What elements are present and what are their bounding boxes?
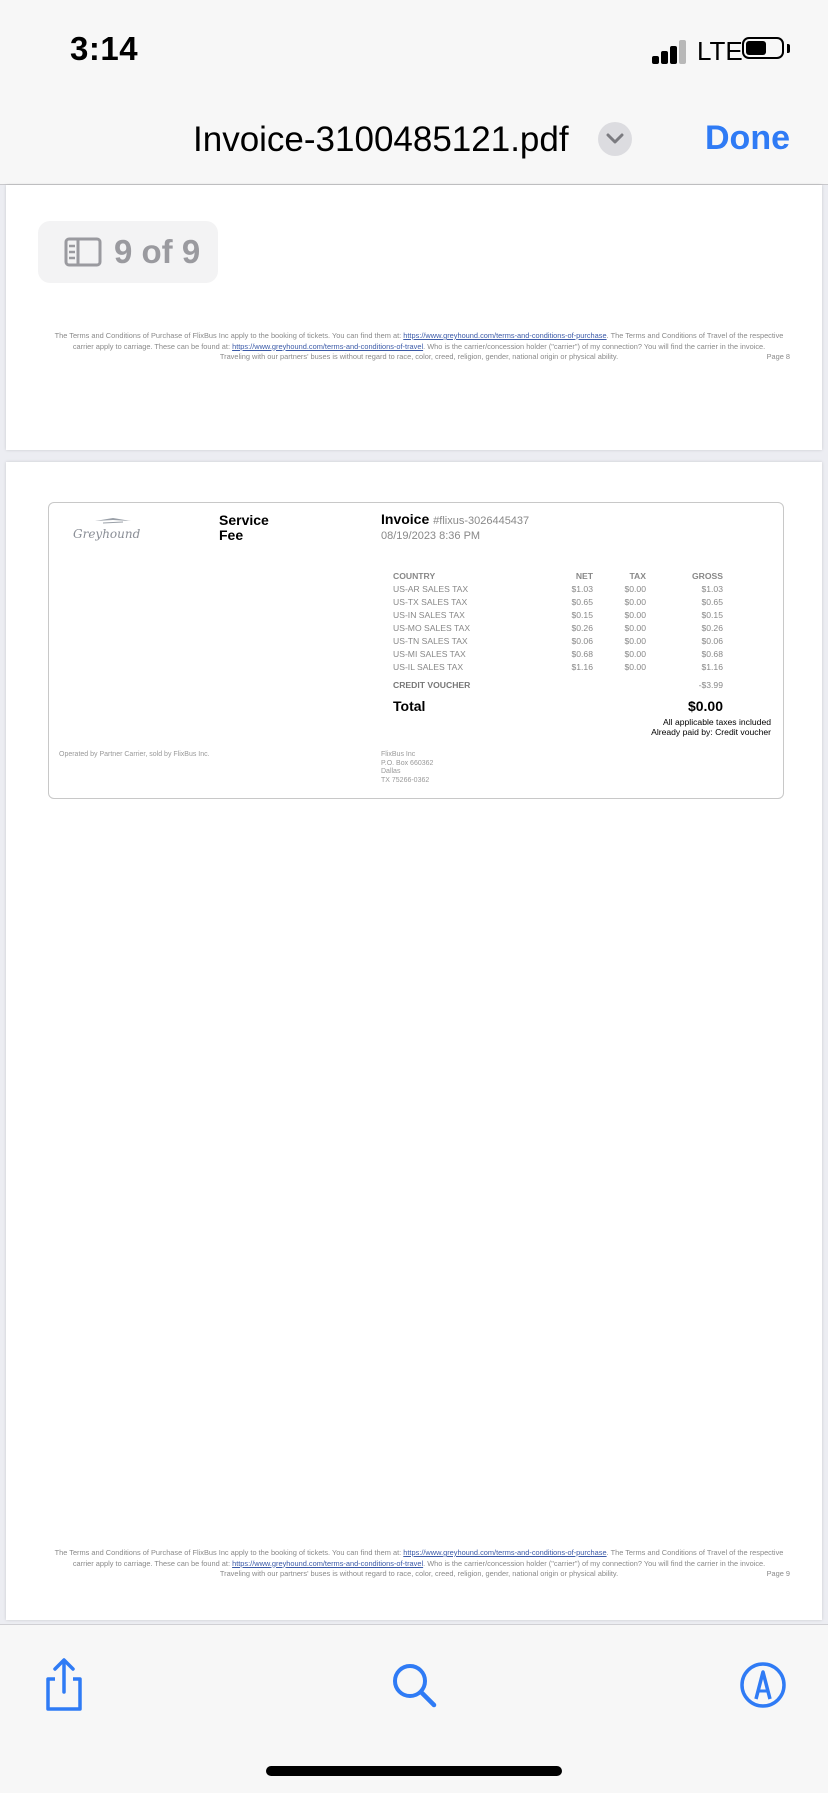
address-line: TX 75266-0362 [381,776,430,784]
signal-icon [652,38,688,64]
table-row: US-IL SALES TAX $1.16 $0.00 $1.16 [393,662,723,672]
share-icon[interactable] [34,1655,94,1715]
nav-bar [0,92,828,185]
page-footer [48,331,790,363]
payment-notes [651,717,771,737]
battery-cap [787,44,790,53]
total-row [393,698,723,714]
footer-disclaimer: Traveling with our partners' buses is without regard to race, color, creed, religion, gender, national origin or physical ability. [219,352,619,361]
table-row: US-MO SALES TAX $0.26 $0.00 $0.26 [393,623,723,633]
page-footer [48,1548,790,1580]
total-label: Total [393,698,426,714]
tax-table [393,571,723,675]
battery-icon [742,37,784,59]
status-time: 3:14 [70,30,139,67]
greyhound-logo [73,515,145,540]
terms-travel-link[interactable]: https://www.greyhound.com/terms-and-conditions-of-travel [232,1558,424,1568]
column-tax: TAX [629,571,646,581]
credit-voucher-label: CREDIT VOUCHER [393,680,471,690]
table-row: US-AR SALES TAX $1.03 $0.00 $1.03 [393,584,723,594]
sidebar-icon [64,237,102,267]
chevron-down-icon[interactable] [598,122,632,156]
service-label-line1: Service [219,512,269,528]
pdf-page-8[interactable] [6,185,822,450]
credit-voucher-value: -$3.99 [698,680,723,690]
service-fee-label [219,513,269,543]
invoice-title: Invoice [381,511,430,527]
terms-purchase-link[interactable]: https://www.greyhound.com/terms-and-conditions-of-purchase [403,1548,607,1557]
table-row: US-TN SALES TAX $0.06 $0.00 $0.06 [393,636,723,646]
network-label: LTE [697,36,743,66]
invoice-card [48,502,784,799]
footer-text: . The Terms and Conditions of Travel of the respective carrier apply to carriage. These can be found at: [72,1548,784,1568]
page-number: Page 8 [766,352,790,361]
table-row: US-IN SALES TAX $0.15 $0.00 $0.15 [393,610,723,620]
operated-by-note: Operated by Partner Carrier, sold by FlixBus Inc. [59,751,210,758]
page-indicator[interactable] [38,221,218,283]
column-country: COUNTRY [393,571,436,581]
column-gross: GROSS [691,571,723,581]
footer-text: . Who is the carrier/concession holder ("carrier") of my connection? You will find the carrier in the invoice. [423,341,766,351]
status-bar [0,0,828,92]
credit-voucher-row [393,680,723,690]
column-net: NET [575,571,593,581]
page-number: Page 9 [766,1569,790,1578]
terms-travel-link[interactable]: https://www.greyhound.com/terms-and-conditions-of-travel [232,341,424,351]
paid-note: Already paid by: Credit voucher [651,727,771,737]
logo-text: Greyhound [73,527,141,541]
table-header [393,571,723,584]
invoice-date: 08/19/2023 8:36 PM [381,530,481,542]
page-indicator-label: 9 of 9 [114,233,201,270]
address-line: FlixBus Inc [381,751,416,758]
footer-text: The Terms and Conditions of Purchase of FlixBus Inc apply to the booking of tickets. You can find them at: [54,1548,404,1557]
tax-note: All applicable taxes included [663,717,771,727]
address-line: Dallas [381,768,401,776]
footer-text: . Who is the carrier/concession holder ("carrier") of my connection? You will find the carrier in the invoice. [423,1558,766,1568]
footer-text: The Terms and Conditions of Purchase of FlixBus Inc apply to the booking of tickets. You can find them at: [54,331,404,340]
footer-text: . The Terms and Conditions of Travel of the respective carrier apply to carriage. These can be found at: [72,331,784,351]
footer-disclaimer: Traveling with our partners' buses is without regard to race, color, creed, religion, gender, national origin or physical ability. [219,1569,619,1578]
invoice-number: #flixus-3026445437 [433,515,530,527]
service-label-line2: Fee [219,527,244,543]
total-value: $0.00 [687,698,723,714]
pdf-page-9[interactable] [6,462,822,1620]
table-row: US-TX SALES TAX $0.65 $0.00 $0.65 [393,597,723,607]
search-icon[interactable] [384,1655,444,1715]
company-address [381,751,433,785]
terms-purchase-link[interactable]: https://www.greyhound.com/terms-and-conditions-of-purchase [403,331,607,340]
done-button[interactable]: Done [705,119,790,157]
markup-icon[interactable] [733,1655,793,1715]
home-indicator[interactable] [266,1766,562,1776]
address-line: P.O. Box 660362 [381,759,434,767]
document-title[interactable]: Invoice-3100485121.pdf [193,120,569,159]
invoice-heading [381,511,529,527]
table-row: US-MI SALES TAX $0.68 $0.00 $0.68 [393,649,723,659]
